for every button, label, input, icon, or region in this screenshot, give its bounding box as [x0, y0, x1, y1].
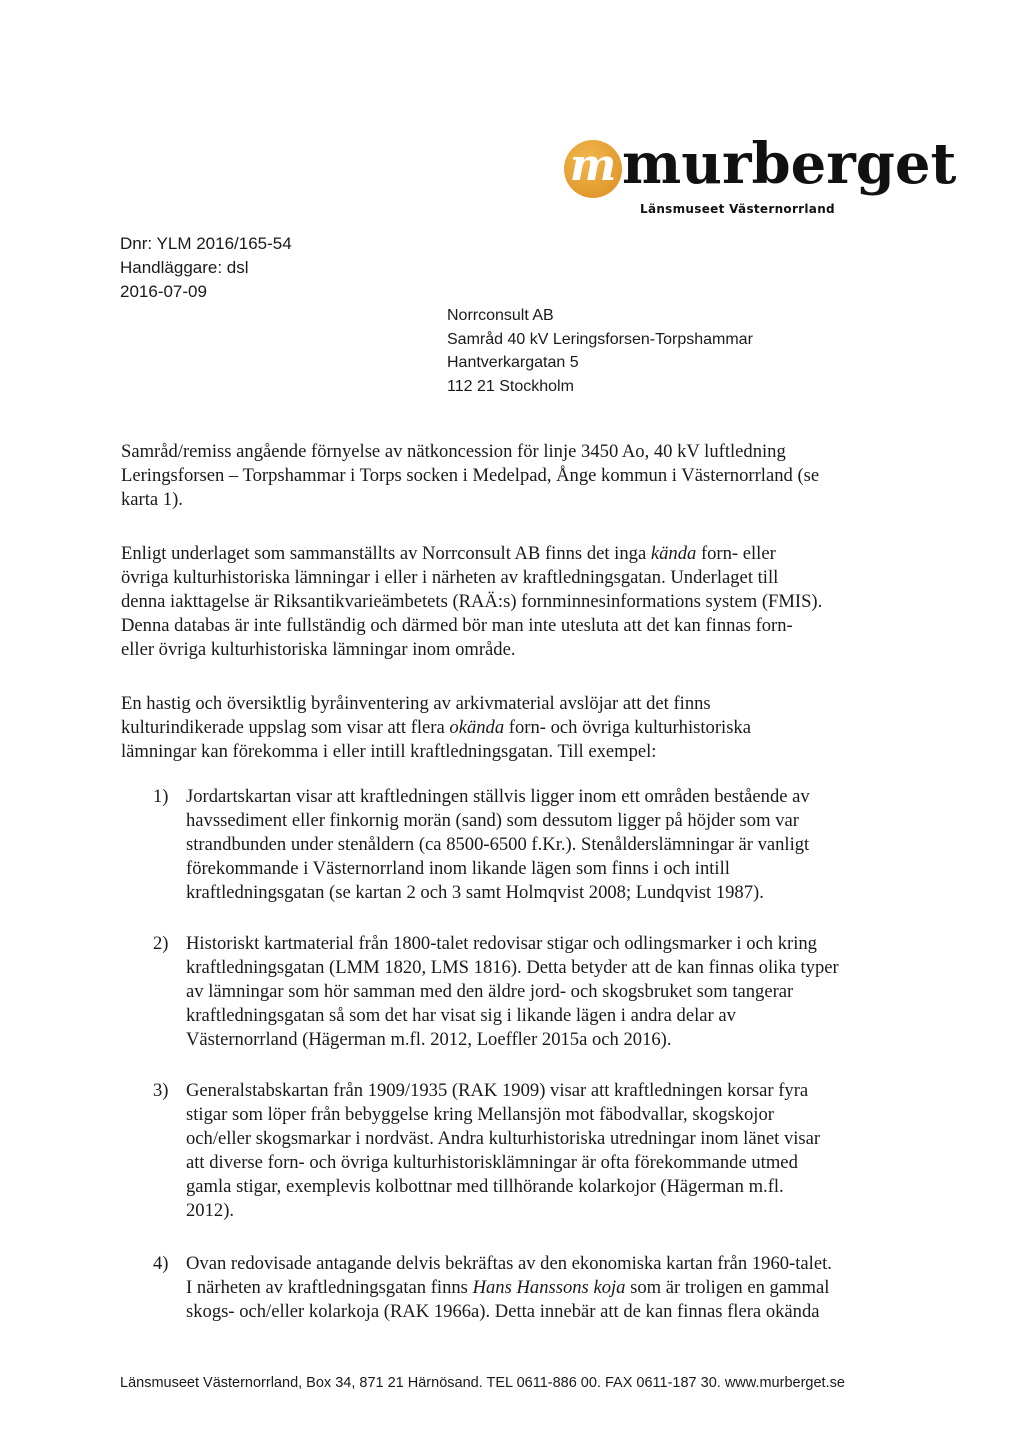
document-date: 2016-07-09 — [120, 282, 207, 301]
emphasis-text: kända — [650, 543, 697, 564]
list-line: kraftledningsgatan (se kartan 2 och 3 samt Holmqvist 2008; Lundqvist 1987). — [186, 882, 764, 903]
list-line: skogs- och/eller kolarkoja (RAK 1966a). Detta innebär att de kan finnas flera okända — [186, 1301, 820, 1322]
paragraph-fmis — [121, 542, 921, 662]
intro-line: Leringsforsen – Torpshammar i Torps socken i Medelpad, Ånge kommun i Västernorrland (se — [121, 465, 820, 486]
paragraph-archive — [121, 692, 921, 764]
document-meta — [120, 232, 292, 304]
list-number: 3) — [153, 1080, 169, 1101]
case-number: Dnr: YLM 2016/165-54 — [120, 234, 292, 253]
recipient-city: 112 21 Stockholm — [447, 377, 574, 395]
logo-mark-letter: m — [569, 140, 617, 191]
text-run: Enligt underlaget som sammanställts av Norrconsult AB finns det inga — [121, 543, 651, 564]
case-handler: Handläggare: dsl — [120, 258, 249, 277]
footer-contact: Länsmuseet Västernorrland, Box 34, 871 21 Härnösand. TEL 0611-886 00. FAX 0611-187 30. www.murberget.se — [120, 1375, 845, 1391]
paragraph-line — [121, 542, 921, 566]
list-line: stigar som löper från bebyggelse kring Mellansjön mot fäbodvallar, skogskojor — [186, 1104, 774, 1125]
logo-subtitle: Länsmuseet Västernorrland — [640, 202, 835, 216]
list-number: 2) — [153, 933, 169, 954]
list-line: 2012). — [186, 1200, 235, 1221]
emphasis-text: okända — [449, 717, 505, 738]
list-line: Ovan redovisade antagande delvis bekräftas av den ekonomiska kartan från 1960-talet. — [186, 1253, 832, 1274]
intro-line: karta 1). — [121, 489, 183, 510]
list-line: Västernorrland (Hägerman m.fl. 2012, Loeffler 2015a och 2016). — [186, 1029, 672, 1050]
paragraph-line: lämningar kan förekomma i eller intill kraftledningsgatan. Till exempel: — [121, 741, 657, 762]
list-line: kraftledningsgatan så som det har visat sig i likande lägen i andra delar av — [186, 1005, 736, 1026]
recipient-subject: Samråd 40 kV Leringsforsen-Torpshammar — [447, 330, 753, 348]
paragraph-line — [121, 716, 921, 740]
murberget-logo — [564, 131, 957, 228]
list-line: att diverse forn- och övriga kulturhistorisklämningar är ofta förekommande utmed — [186, 1152, 798, 1173]
paragraph-line: denna iakttagelse är Riksantikvarieämbetets (RAÄ:s) fornminnesinformations system (FMIS). — [121, 591, 823, 612]
intro-line: Samråd/remiss angående förnyelse av nätkoncession för linje 3450 Ao, 40 kV luftledning — [121, 441, 786, 462]
recipient-company: Norrconsult AB — [447, 307, 554, 324]
letter-body — [121, 440, 921, 794]
list-line — [186, 1276, 832, 1300]
paragraph-line: övriga kulturhistoriska lämningar i eller i närheten av kraftledningsgatan. Underlaget till — [121, 567, 779, 588]
paragraph-line: Denna databas är inte fullständig och därmed bör man inte utesluta att det kan finnas forn- — [121, 615, 793, 636]
logo-wordmark: murberget — [622, 131, 957, 197]
list-line: Jordartskartan visar att kraftledningen ställvis ligger inom ett områden bestående av — [186, 786, 810, 807]
recipient-address — [447, 304, 753, 398]
intro-paragraph — [121, 440, 921, 512]
text-run: kulturindikerade uppslag som visar att flera — [121, 717, 450, 738]
list-line: strandbunden under stenåldern (ca 8500-6500 f.Kr.). Stenålderslämningar är vanligt — [186, 834, 810, 855]
list-item-text — [186, 1079, 820, 1223]
emphasis-text: Hans Hanssons koja — [472, 1277, 626, 1298]
text-run: forn- och övriga kulturhistoriska — [504, 717, 751, 738]
list-line: gamla stigar, exemplevis kolbottnar med tillhörande kolarkojor (Hägerman m.fl. — [186, 1176, 784, 1197]
list-item-text — [186, 1252, 832, 1324]
text-run: I närheten av kraftledningsgatan finns — [186, 1277, 473, 1298]
list-line: Historiskt kartmaterial från 1800-talet redovisar stigar och odlingsmarker i och kring — [186, 933, 817, 954]
list-line: kraftledningsgatan (LMM 1820, LMS 1816). Detta betyder att de kan finnas olika typer — [186, 957, 839, 978]
list-number: 1) — [153, 786, 169, 807]
list-line: förekommande i Västernorrland inom likande lägen som finns i och intill — [186, 858, 730, 879]
list-item-text — [186, 932, 839, 1052]
list-line: Generalstabskartan från 1909/1935 (RAK 1909) visar att kraftledningen korsar fyra — [186, 1080, 809, 1101]
text-run: som är troligen en gammal — [625, 1277, 830, 1298]
paragraph-line: eller övriga kulturhistoriska lämningar inom område. — [121, 639, 516, 660]
list-line: av lämningar som hör samman med den äldre jord- och skogsbruket som tangerar — [186, 981, 794, 1002]
list-number: 4) — [153, 1253, 169, 1274]
list-item-text — [186, 785, 810, 905]
list-line: havssediment eller finkornig morän (sand) som dessutom ligger på höjder som var — [186, 810, 799, 831]
paragraph-line: En hastig och översiktlig byråinventering av arkivmaterial avslöjar att det finns — [121, 693, 711, 714]
list-line: och/eller skogsmarkar i nordväst. Andra kulturhistoriska utredningar inom länet visar — [186, 1128, 821, 1149]
text-run: forn- eller — [696, 543, 776, 564]
murberget-logo-icon — [564, 140, 622, 198]
recipient-street: Hantverkargatan 5 — [447, 354, 579, 371]
